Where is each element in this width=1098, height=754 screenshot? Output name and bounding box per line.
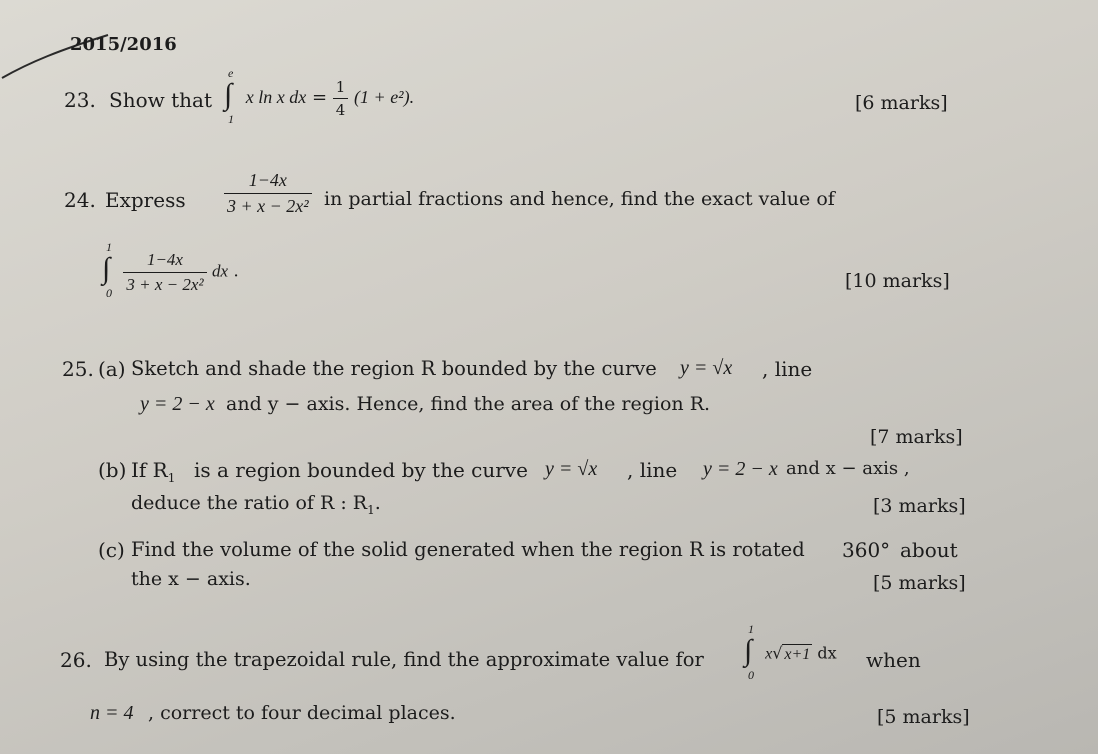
q25a-curve: y = √x [680,357,733,379]
q24-fraction: $\frac{1-4x}{\text{3 + x − 2x²}}$ [224,170,312,217]
q26-number: 26. [60,648,92,672]
q25a-line-eq: y = 2 − x [140,393,215,415]
q26-text1: By using the trapezoidal rule, find the approximate value for [104,648,704,671]
q23-number: 23. [64,88,96,112]
q25a-line1-end: , line [762,357,813,381]
q25c-angle: 360° [842,538,891,562]
q25c-line1-end: about [900,538,958,562]
q26-n-eq: n = 4 [90,702,134,724]
q26-integral: ∫ 1 0 x√ x+1 dx [744,622,837,682]
q25b-text-b: is a region bounded by the curve [194,458,528,482]
q25b-text-a: If $R_1$ [131,458,176,485]
page-year: 2015/2016 [70,34,177,55]
q25b-label: (b) [98,458,127,482]
q25a-marks: [7 marks] [870,426,963,448]
q25-number: 25. [62,357,94,381]
q24-number: 24. [64,188,96,212]
q25b-curve: y = √x [545,458,598,480]
q24-integral: ∫ 1 0 $\frac{1-4x}{\text{3 + x − 2x²}}$ dx . [102,240,239,300]
q25b-line-eq: y = 2 − x [703,458,778,480]
q25a-label: (a) [98,357,126,381]
q25c-line1: Find the volume of the solid generated when the region R is rotated [131,538,805,561]
q25b-marks: [3 marks] [873,495,966,517]
q25a-line2: and y − axis. Hence, find the area of the region R. [226,393,711,415]
q25b-line2: deduce the ratio of R : $R_1$. [131,492,381,517]
q26-marks: [5 marks] [877,706,970,728]
q24-text2: in partial fractions and hence, find the exact value of [324,188,835,210]
q25c-marks: [5 marks] [873,572,966,594]
q25c-line2: the x − axis. [131,568,251,590]
q25a-line1: Sketch and shade the region R bounded by the curve [131,357,657,380]
q24-text1: Express [105,188,186,212]
q25b-text-c: , line [627,458,678,482]
q23-marks: [6 marks] [855,92,948,114]
q25b-text-d: and x − axis , [786,458,910,479]
q26-text1-end: when [866,648,921,672]
q23-integral: ∫ e 1 x ln x dx = $\frac{1}{4}$ (1 + e²). [224,66,415,126]
q23-text: Show that [109,88,212,112]
q25c-label: (c) [98,538,125,562]
q26-line2: , correct to four decimal places. [148,702,456,724]
q24-marks: [10 marks] [845,270,950,292]
